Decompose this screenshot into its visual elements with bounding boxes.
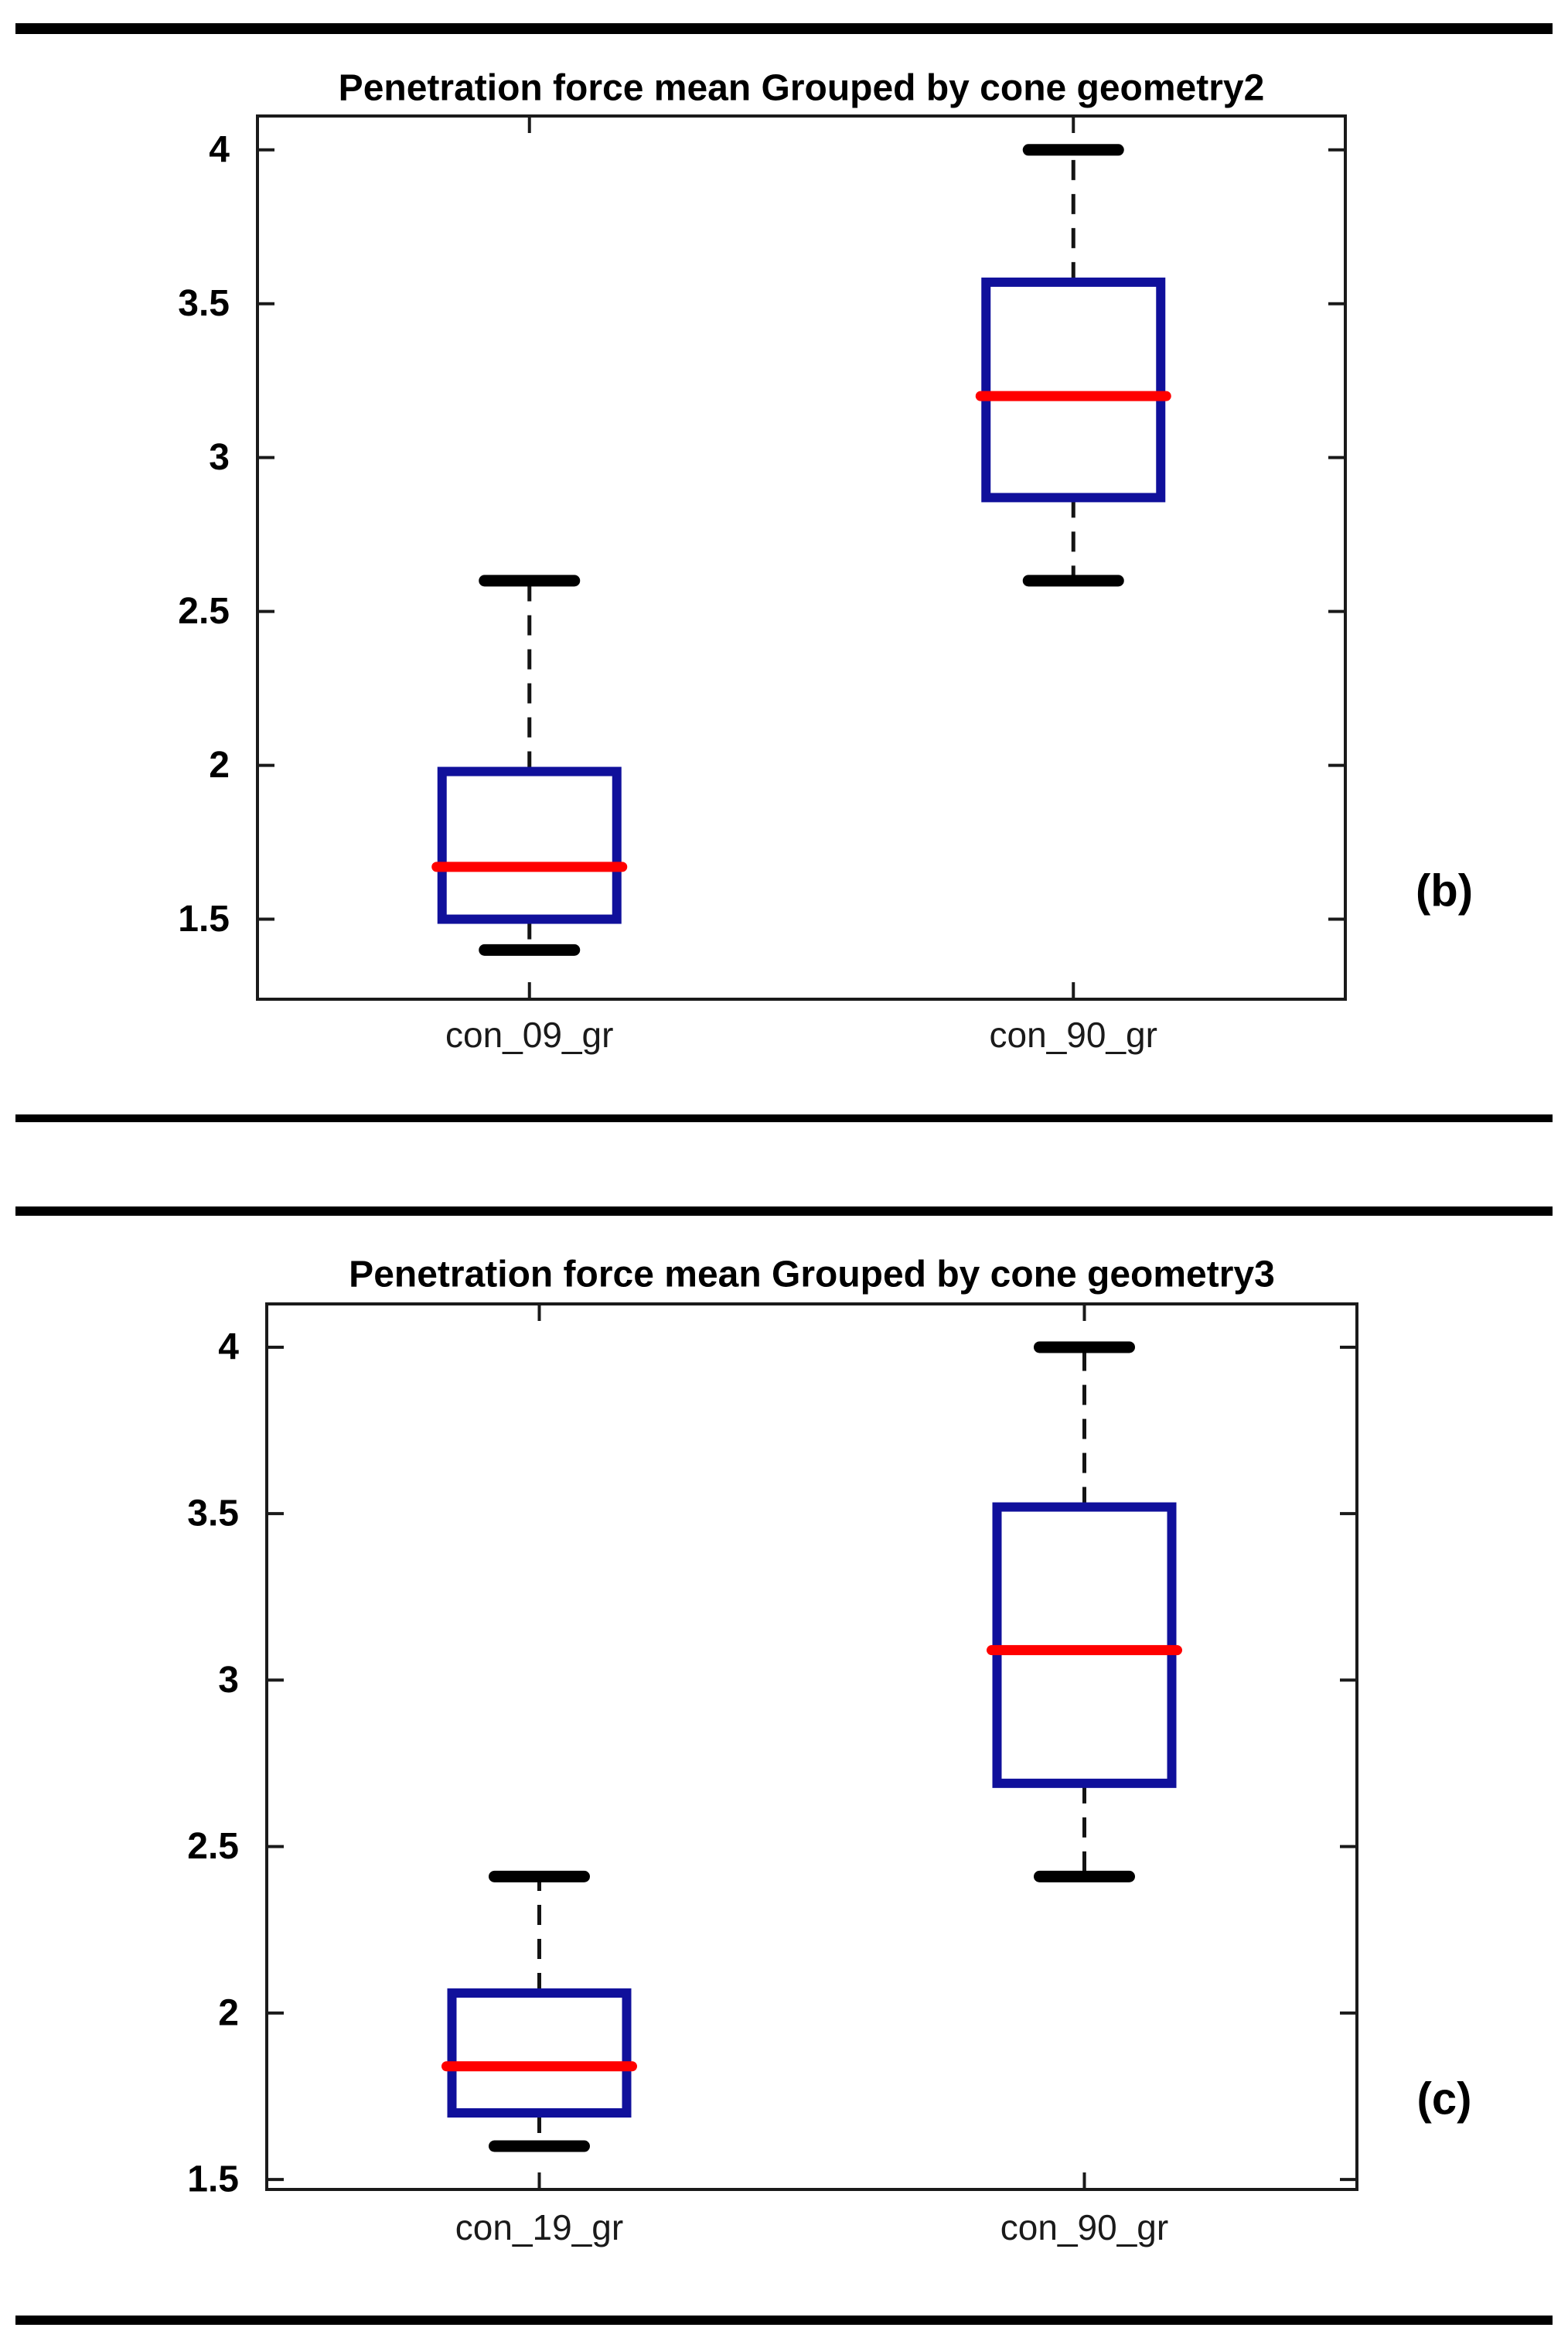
y-tick-label: 2.5: [187, 1826, 239, 1868]
box-con_19_gr: [447, 1876, 632, 2146]
y-tick-label: 3: [218, 1659, 239, 1701]
y-tick-label: 4: [218, 1326, 239, 1368]
plot-border: [267, 1304, 1357, 2189]
y-tick-label: 1.5: [178, 899, 230, 940]
panel-letter: (b): [1415, 865, 1474, 916]
panel-letter: (c): [1416, 2073, 1472, 2124]
iqr-box: [442, 772, 617, 920]
panel-b: [178, 68, 1473, 1056]
panel-c: [187, 1254, 1471, 2248]
iqr-box: [986, 282, 1161, 498]
plot-border: [257, 116, 1345, 999]
iqr-box: [452, 1993, 627, 2113]
y-tick-label: 3.5: [187, 1493, 239, 1534]
x-category-label: con_19_gr: [455, 2207, 624, 2247]
y-tick-label: 3.5: [178, 283, 230, 325]
y-tick-label: 2: [209, 745, 230, 787]
y-tick-label: 4: [209, 129, 230, 171]
y-tick-label: 3: [209, 437, 230, 479]
box-con_09_gr: [437, 581, 622, 950]
x-category-label: con_90_gr: [989, 1015, 1157, 1055]
x-category-label: con_90_gr: [1000, 2207, 1169, 2247]
y-tick-label: 1.5: [187, 2159, 239, 2200]
box-con_90_gr: [992, 1347, 1178, 1876]
x-category-label: con_09_gr: [445, 1015, 614, 1055]
chart-title: Penetration force mean Grouped by cone geometry2: [338, 67, 1265, 109]
y-tick-label: 2.5: [178, 591, 230, 633]
chart-title: Penetration force mean Grouped by cone geometry3: [349, 1254, 1275, 1295]
y-tick-label: 2: [218, 1992, 239, 2034]
box-con_90_gr: [980, 150, 1166, 581]
